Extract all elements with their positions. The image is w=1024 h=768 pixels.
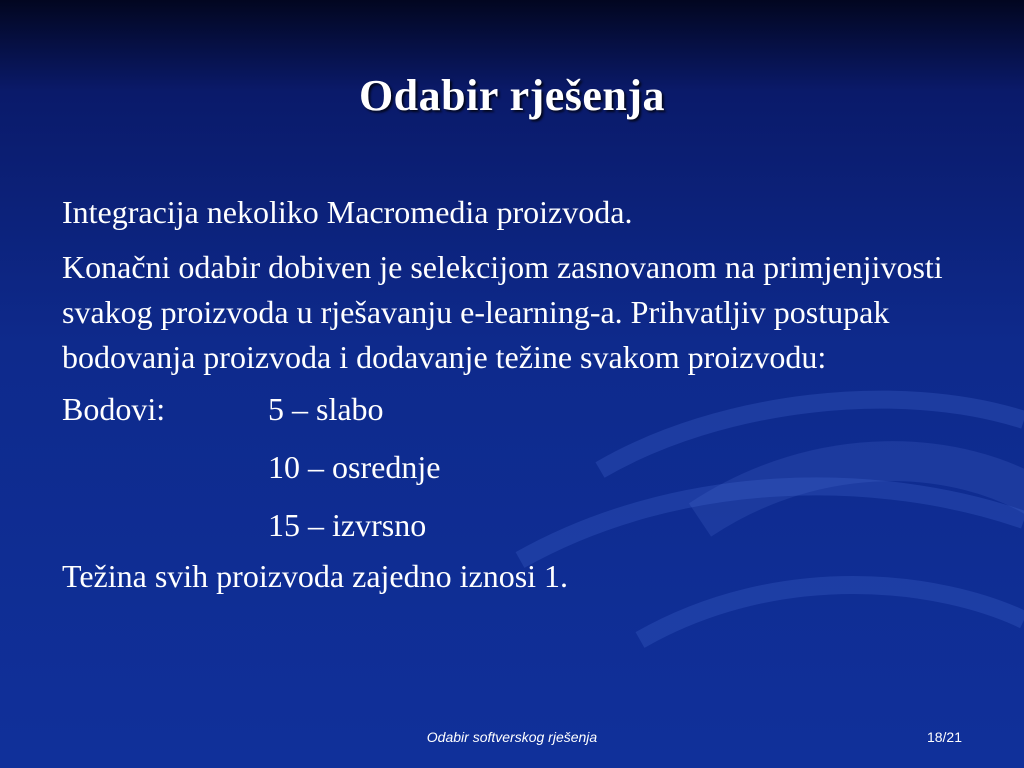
paragraph-weight: Težina svih proizvoda zajedno iznosi 1.: [62, 558, 569, 594]
page-number: 18/21: [926, 729, 962, 745]
scoring-item: 10 – osrednje: [268, 449, 441, 485]
slide-title: Odabir rješenja: [358, 71, 666, 120]
scoring-row: [62, 438, 982, 496]
scoring-row: [62, 496, 982, 554]
scoring-item: 15 – izvrsno: [268, 507, 427, 543]
paragraph-selection: Konačni odabir dobiven je selekcijom zasnovanom na primjenjivosti svakog proizvoda u rješavanju e-learning-a. Prihvatljiv postupak bodovanja proizvoda i dodavanje težine svakom proizvodu:: [62, 249, 943, 375]
scoring-item: 5 – slabo: [268, 391, 384, 427]
scoring-row: [62, 380, 982, 438]
slide-body: [62, 190, 982, 599]
footer-title: Odabir softverskog rješenja: [426, 729, 598, 745]
paragraph-integration: Integracija nekoliko Macromedia proizvoda.: [62, 194, 633, 230]
scoring-label: Bodovi:: [62, 391, 166, 427]
